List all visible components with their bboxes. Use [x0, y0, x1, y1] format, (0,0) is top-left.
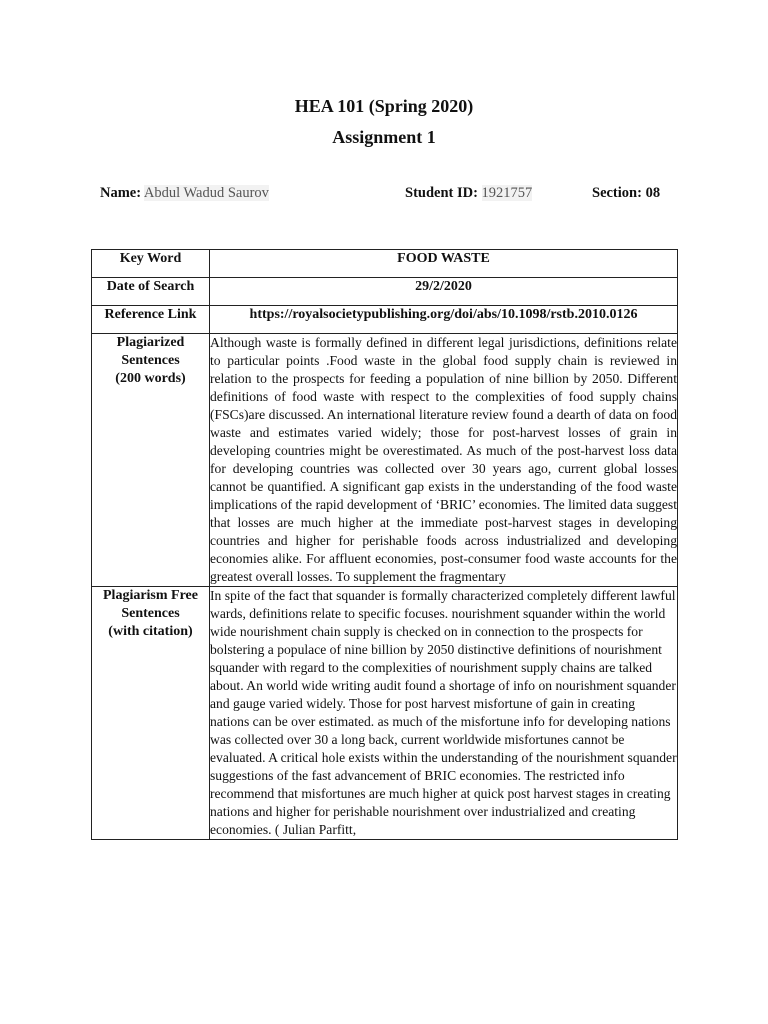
- course-title: HEA 101 (Spring 2020): [294, 96, 474, 116]
- table-row-plagiarized: [92, 334, 678, 587]
- reference-link[interactable]: https://royalsocietypublishing.org/doi/abs/10.1098/rstb.2010.0126: [210, 306, 678, 334]
- student-id-value: 1921757: [481, 185, 533, 201]
- plagiarism-free-label-line1: Plagiarism Free: [103, 588, 198, 603]
- table-row-plagiarism-free: [92, 587, 678, 840]
- plagiarized-label: [92, 334, 210, 587]
- plagiarized-label-line3: (200 words): [115, 371, 186, 386]
- plagiarism-free-label: [92, 587, 210, 840]
- plagiarism-free-label-line3: (with citation): [108, 624, 193, 639]
- student-name: [100, 184, 269, 202]
- plagiarized-label-line2: Sentences: [121, 353, 180, 368]
- table-row-keyword: [92, 250, 678, 278]
- student-id: [405, 184, 532, 202]
- section-value: 08: [645, 185, 661, 201]
- plagiarized-text: Although waste is formally defined in different legal jurisdictions, definitions relate to particular points .Food waste in the global food supply chain is reviewed in relation to the prospects for feeding a population of nine billion by 2050. Different definitions of food waste with respect to the complexities of food supply chains (FSCs)are discussed. An international literature review found a dearth of data on food waste and estimates varied widely; those for post-harvest losses of grain in developing countries might be overestimated. As much of the post-harvest loss data for developing countries was collected over 30 years ago, current global losses cannot be quantified. A significant gap exists in the understanding of the food waste implications of the rapid development of ‘BRIC’ economies. The limited data suggest that losses are much higher at the immediate post-harvest stages in developing countries and higher for perishable foods across industrialized and developing economies alike. For affluent economies, post-consumer food waste accounts for the greatest overall losses. To supplement the fragmentary: [210, 334, 678, 587]
- date-value: 29/2/2020: [210, 278, 678, 306]
- plagiarized-label-line1: Plagiarized: [116, 335, 185, 350]
- plagiarism-free-label-line2: Sentences: [121, 606, 180, 621]
- section: [592, 184, 660, 202]
- reference-link-label: Reference Link: [92, 306, 210, 334]
- date-label: Date of Search: [92, 278, 210, 306]
- assignment-title: Assignment 1: [332, 127, 436, 147]
- keyword-label: Key Word: [92, 250, 210, 278]
- name-value: Abdul Wadud Saurov: [143, 185, 269, 201]
- table-row-link: [92, 306, 678, 334]
- assignment-table: [91, 249, 678, 840]
- plagiarism-free-text: In spite of the fact that squander is formally characterized completely different lawful wards, definitions relate to specific focuses. nourishment squander within the world wide nourishment chain supply is checked on in connection to the prospects for bolstering a populace of nine billion by 2050 distinctive definitions of nourishment squander with regard to the complexities of nourishment supply chains are talked about. An world wide writing audit found a shortage of info on nourishment squander and gauge varied widely. Those for post harvest misfortune of gain in creating nations can be over estimated. as much of the misfortune info for developing nations was collected over 30 a long back, current worldwide misfortunes cannot be evaluated. A critical hole exists within the understanding of the nourishment squander suggestions of the fast advancement of BRIC economies. The restricted info recommend that misfortunes are much higher at quick post harvest stages in creating nations and higher for perishable nourishment over industrialized and creating economies. ( Julian Parfitt,: [210, 587, 678, 840]
- keyword-value: FOOD WASTE: [210, 250, 678, 278]
- student-id-label: Student ID:: [405, 185, 478, 201]
- table-row-date: [92, 278, 678, 306]
- section-label: Section:: [592, 185, 642, 201]
- name-label: Name:: [100, 185, 142, 201]
